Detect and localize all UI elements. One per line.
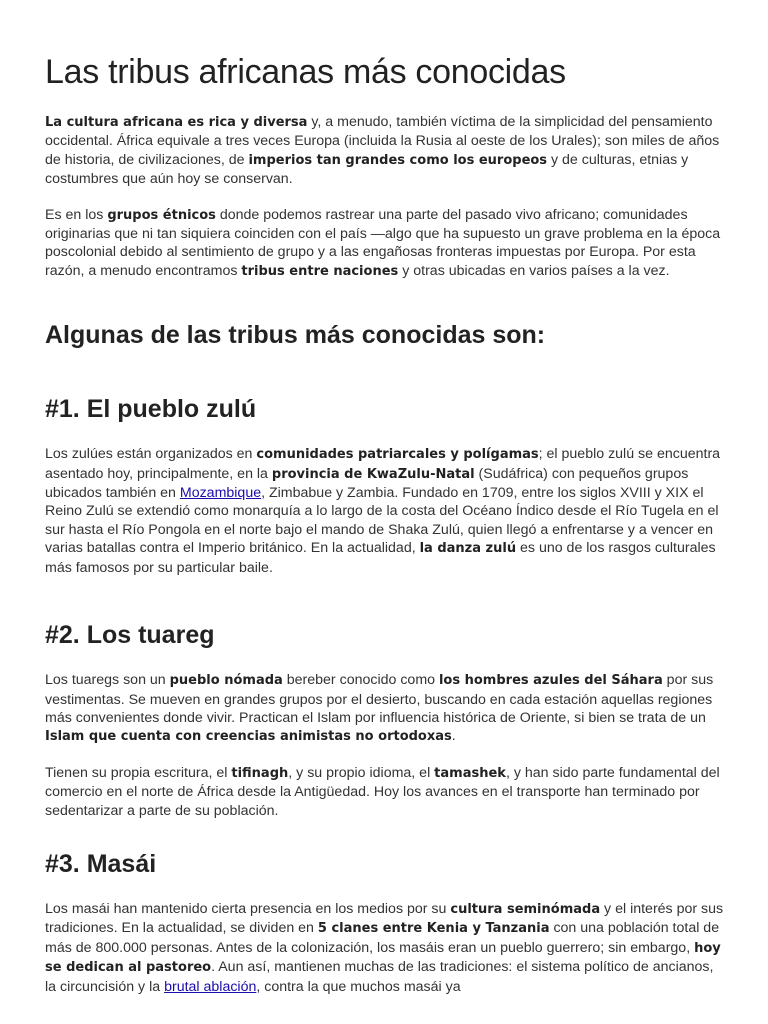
- bold-phrase: pueblo nómada: [169, 673, 283, 689]
- masai-heading: #3. Masái: [45, 849, 157, 878]
- tuareg-paragraph-1: [45, 671, 726, 747]
- bold-phrase: tifinagh: [231, 765, 289, 781]
- bold-phrase: comunidades patriarcales y polígamas: [256, 447, 539, 463]
- zulu-heading: #1. El pueblo zulú: [45, 395, 257, 424]
- bold-phrase: grupos étnicos: [107, 207, 216, 223]
- bold-phrase: Islam que cuenta con creencias animistas no ortodoxas: [45, 729, 452, 745]
- bold-phrase: tamashek: [434, 765, 506, 781]
- bold-phrase: los hombres azules del Sáhara: [438, 673, 663, 689]
- text-run: , y han sido parte fundamental del comercio en el norte de África desde la Antigüedad. Hoy los avances en el transporte han terminado por sedentarizar a parte de su población.: [45, 764, 720, 819]
- text-run: donde podemos rastrear una parte del pasado vivo africano; comunidades originarias que ni tan siquiera coinciden con el país —algo que ha supuesto un grave problema en la época poscolonial debido al sentimiento de grupo y a las engañosas fronteras impuestas por Europa. Por esta razón, a menudo encontramos: [45, 206, 721, 279]
- text-run: por sus vestimentas. Se mueven en grandes grupos por el desierto, buscando en cada estación aquellas regiones más convenientes donde vivir. Practican el Islam por influencia histórica de Oriente, si bien se trata de un: [45, 672, 714, 726]
- spacer: [45, 189, 726, 206]
- text-run: ; el pueblo zulú se encuentra asentado hoy, principalmente, en la: [45, 446, 721, 482]
- text-run: y otras ubicadas en varios países a la vez.: [398, 262, 670, 279]
- bold-phrase: tribus entre naciones: [241, 263, 399, 279]
- tuareg-paragraph-2: [45, 764, 726, 820]
- text-run: es uno de los rasgos culturales más famosos por su particular baile.: [45, 540, 716, 576]
- section-heading: Algunas de las tribus más conocidas son:: [45, 321, 546, 350]
- bold-phrase: la danza zulú: [419, 541, 517, 557]
- text-run: , y su propio idioma, el: [288, 764, 435, 781]
- text-run: Los masái han mantenido cierta presencia en los medios por su: [45, 900, 451, 917]
- text-run: y, a menudo, también víctima de la simplicidad del pensamiento occidental. África equivale a tres veces Europa (incluida la Rusia al oeste de los Urales); son miles de años de historia, de civilizaciones, de: [45, 114, 720, 168]
- intro-paragraph-2: [45, 206, 726, 282]
- text-run: (Sudáfrica) con pequeños grupos ubicados también en: [45, 465, 689, 502]
- text-run: bereber conocido como: [282, 672, 439, 689]
- text-run: .: [451, 728, 456, 745]
- text-run: . Aun así, mantienen muchas de las tradiciones: el sistema político de ancianos, la circuncisión y la: [45, 959, 714, 995]
- bold-phrase: La cultura africana es rica y diversa: [45, 115, 308, 130]
- text-run: Los tuaregs son un: [45, 672, 170, 689]
- text-run: , contra la que muchos masái ya: [256, 978, 461, 995]
- bold-phrase: cultura seminómada: [450, 901, 601, 917]
- text-run: Tienen su propia escritura, el: [45, 764, 232, 781]
- spacer: [45, 94, 726, 113]
- bold-phrase: hoy se dedican al pastoreo: [45, 940, 721, 976]
- inline-link[interactable]: Mozambique: [179, 485, 262, 502]
- masai-paragraph-1: [45, 900, 726, 996]
- zulu-paragraph-1: [45, 445, 726, 577]
- bold-phrase: provincia de KwaZulu-Natal: [271, 466, 475, 482]
- text-run: con una población total de más de 800.000 personas. Antes de la colonización, los masáis eran un pueblo guerrero; sin embargo,: [45, 920, 720, 956]
- spacer: [45, 747, 726, 764]
- text-run: Los zulúes están organizados en: [45, 446, 257, 463]
- tuareg-heading: #2. Los tuareg: [45, 621, 215, 650]
- text-run: y de culturas, etnias y costumbres que aún hoy se conservan.: [45, 151, 689, 188]
- article-title: Las tribus africanas más conocidas: [45, 53, 566, 91]
- text-run: Es en los: [45, 206, 108, 223]
- intro-paragraph-1: [45, 113, 726, 189]
- text-run: y el interés por sus tradiciones. En la actualidad, se dividen en: [45, 900, 724, 937]
- bold-phrase: 5 clanes entre Kenia y Tanzania: [317, 921, 550, 937]
- bold-phrase: imperios tan grandes como los europeos: [248, 152, 548, 168]
- inline-link[interactable]: brutal ablación: [164, 978, 257, 995]
- text-run: , Zimbabue y Zambia. Fundado en 1709, entre los siglos XVIII y XIX el Reino Zulú se extendió como monarquía a lo largo de la costa del Océano Índico desde el Río Tugela en el sur hasta el Río Pongola en el norte bajo el mando de Shaka Zulú, quien llegó a enfrentarse y a vencer en varias batallas contra el Imperio británico. En la actualidad,: [45, 485, 719, 557]
